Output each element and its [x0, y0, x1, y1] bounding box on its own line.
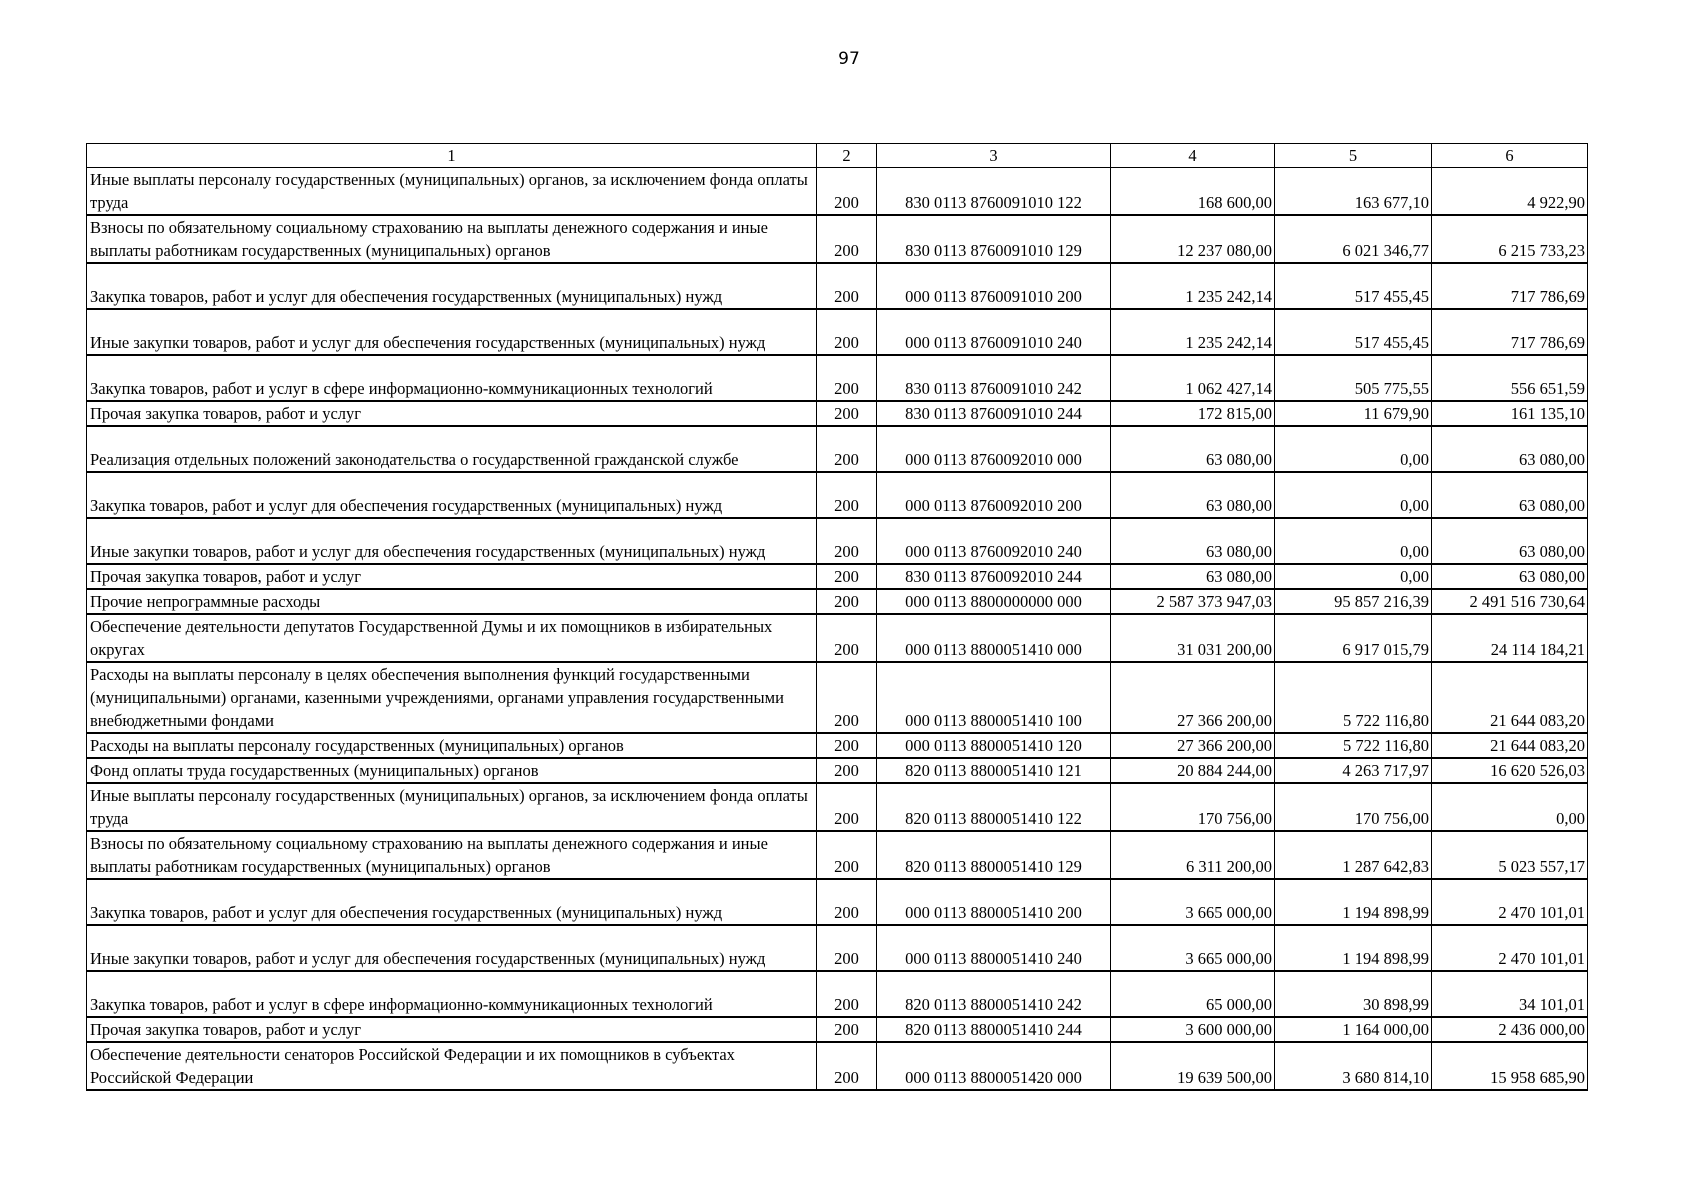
row-name-cell: Иные закупки товаров, работ и услуг для обеспечения государственных (муниципальных) нужд — [87, 518, 817, 564]
table-row — [87, 518, 1588, 564]
row-remaining-amount-cell: 24 114 184,21 — [1432, 614, 1588, 662]
row-name-cell: Реализация отдельных положений законодательства о государственной гражданской службе — [87, 426, 817, 472]
row-remaining-amount-cell: 717 786,69 — [1432, 309, 1588, 355]
row-line-code-cell: 200 — [817, 355, 877, 401]
row-executed-amount-cell: 3 680 814,10 — [1275, 1042, 1432, 1090]
row-remaining-amount-cell: 717 786,69 — [1432, 263, 1588, 309]
row-line-code-cell: 200 — [817, 518, 877, 564]
row-line-code-cell: 200 — [817, 758, 877, 783]
row-remaining-amount-cell: 2 436 000,00 — [1432, 1017, 1588, 1042]
table-row — [87, 472, 1588, 518]
row-classification-code-cell: 830 0113 8760091010 122 — [877, 168, 1111, 216]
row-remaining-amount-cell: 556 651,59 — [1432, 355, 1588, 401]
row-executed-amount-cell: 517 455,45 — [1275, 263, 1432, 309]
row-executed-amount-cell: 505 775,55 — [1275, 355, 1432, 401]
row-line-code-cell: 200 — [817, 783, 877, 831]
row-classification-code-cell: 000 0113 8800051410 240 — [877, 925, 1111, 971]
row-remaining-amount-cell: 34 101,01 — [1432, 971, 1588, 1017]
row-classification-code-cell: 820 0113 8800051410 122 — [877, 783, 1111, 831]
table-row — [87, 263, 1588, 309]
row-executed-amount-cell: 1 194 898,99 — [1275, 925, 1432, 971]
row-classification-code-cell: 000 0113 8760091010 200 — [877, 263, 1111, 309]
row-remaining-amount-cell: 2 470 101,01 — [1432, 879, 1588, 925]
row-name-cell: Закупка товаров, работ и услуг для обеспечения государственных (муниципальных) нужд — [87, 472, 817, 518]
row-plan-amount-cell: 65 000,00 — [1111, 971, 1275, 1017]
table-row — [87, 783, 1588, 831]
row-executed-amount-cell: 4 263 717,97 — [1275, 758, 1432, 783]
row-line-code-cell: 200 — [817, 925, 877, 971]
row-remaining-amount-cell: 21 644 083,20 — [1432, 662, 1588, 733]
table-row — [87, 168, 1588, 216]
row-name-cell: Прочая закупка товаров, работ и услуг — [87, 401, 817, 426]
row-executed-amount-cell: 0,00 — [1275, 518, 1432, 564]
row-executed-amount-cell: 6 917 015,79 — [1275, 614, 1432, 662]
row-remaining-amount-cell: 6 215 733,23 — [1432, 215, 1588, 263]
row-classification-code-cell: 830 0113 8760091010 129 — [877, 215, 1111, 263]
table-row — [87, 879, 1588, 925]
row-remaining-amount-cell: 63 080,00 — [1432, 564, 1588, 589]
row-plan-amount-cell: 6 311 200,00 — [1111, 831, 1275, 879]
row-plan-amount-cell: 63 080,00 — [1111, 518, 1275, 564]
row-classification-code-cell: 830 0113 8760092010 244 — [877, 564, 1111, 589]
row-line-code-cell: 200 — [817, 971, 877, 1017]
row-executed-amount-cell: 30 898,99 — [1275, 971, 1432, 1017]
table-row — [87, 309, 1588, 355]
row-line-code-cell: 200 — [817, 589, 877, 614]
row-name-cell: Прочая закупка товаров, работ и услуг — [87, 564, 817, 589]
row-remaining-amount-cell: 5 023 557,17 — [1432, 831, 1588, 879]
row-executed-amount-cell: 1 194 898,99 — [1275, 879, 1432, 925]
row-name-cell: Иные закупки товаров, работ и услуг для обеспечения государственных (муниципальных) нужд — [87, 309, 817, 355]
row-line-code-cell: 200 — [817, 1017, 877, 1042]
row-name-cell: Закупка товаров, работ и услуг в сфере информационно-коммуникационных технологий — [87, 355, 817, 401]
row-executed-amount-cell: 1 164 000,00 — [1275, 1017, 1432, 1042]
table-row — [87, 925, 1588, 971]
row-executed-amount-cell: 170 756,00 — [1275, 783, 1432, 831]
row-line-code-cell: 200 — [817, 662, 877, 733]
table-row — [87, 564, 1588, 589]
row-classification-code-cell: 830 0113 8760091010 242 — [877, 355, 1111, 401]
table-row — [87, 614, 1588, 662]
row-classification-code-cell: 000 0113 8760092010 240 — [877, 518, 1111, 564]
row-classification-code-cell: 000 0113 8760092010 200 — [877, 472, 1111, 518]
row-executed-amount-cell: 5 722 116,80 — [1275, 662, 1432, 733]
row-remaining-amount-cell: 21 644 083,20 — [1432, 733, 1588, 758]
row-name-cell: Расходы на выплаты персоналу государственных (муниципальных) органов — [87, 733, 817, 758]
row-executed-amount-cell: 95 857 216,39 — [1275, 589, 1432, 614]
row-executed-amount-cell: 5 722 116,80 — [1275, 733, 1432, 758]
row-line-code-cell: 200 — [817, 263, 877, 309]
row-remaining-amount-cell: 63 080,00 — [1432, 472, 1588, 518]
row-plan-amount-cell: 27 366 200,00 — [1111, 733, 1275, 758]
row-classification-code-cell: 820 0113 8800051410 242 — [877, 971, 1111, 1017]
row-classification-code-cell: 820 0113 8800051410 129 — [877, 831, 1111, 879]
column-header: 3 — [877, 144, 1111, 168]
row-executed-amount-cell: 163 677,10 — [1275, 168, 1432, 216]
row-classification-code-cell: 000 0113 8760092010 000 — [877, 426, 1111, 472]
row-name-cell: Закупка товаров, работ и услуг для обеспечения государственных (муниципальных) нужд — [87, 263, 817, 309]
row-line-code-cell: 200 — [817, 401, 877, 426]
row-plan-amount-cell: 170 756,00 — [1111, 783, 1275, 831]
row-remaining-amount-cell: 63 080,00 — [1432, 426, 1588, 472]
row-classification-code-cell: 830 0113 8760091010 244 — [877, 401, 1111, 426]
column-header: 4 — [1111, 144, 1275, 168]
row-name-cell: Прочие непрограммные расходы — [87, 589, 817, 614]
row-executed-amount-cell: 0,00 — [1275, 564, 1432, 589]
row-line-code-cell: 200 — [817, 215, 877, 263]
row-remaining-amount-cell: 63 080,00 — [1432, 518, 1588, 564]
row-line-code-cell: 200 — [817, 1042, 877, 1090]
row-plan-amount-cell: 63 080,00 — [1111, 472, 1275, 518]
table-row — [87, 401, 1588, 426]
row-line-code-cell: 200 — [817, 168, 877, 216]
row-name-cell: Взносы по обязательному социальному страхованию на выплаты денежного содержания и иные выплаты работникам государственных (муниципальных) органов — [87, 831, 817, 879]
table-header-row — [87, 144, 1588, 168]
row-classification-code-cell: 000 0113 8800000000 000 — [877, 589, 1111, 614]
row-classification-code-cell: 000 0113 8800051410 100 — [877, 662, 1111, 733]
row-plan-amount-cell: 2 587 373 947,03 — [1111, 589, 1275, 614]
row-executed-amount-cell: 6 021 346,77 — [1275, 215, 1432, 263]
table-row — [87, 1017, 1588, 1042]
column-header: 5 — [1275, 144, 1432, 168]
row-classification-code-cell: 000 0113 8800051410 200 — [877, 879, 1111, 925]
row-plan-amount-cell: 172 815,00 — [1111, 401, 1275, 426]
row-classification-code-cell: 000 0113 8800051410 120 — [877, 733, 1111, 758]
row-name-cell: Расходы на выплаты персоналу в целях обеспечения выполнения функций государственными (муниципальными) органами, казенными учреждениями, органами управления государственными внебюджетными фондами — [87, 662, 817, 733]
row-plan-amount-cell: 31 031 200,00 — [1111, 614, 1275, 662]
page-number: 97 — [838, 49, 860, 69]
row-name-cell: Взносы по обязательному социальному страхованию на выплаты денежного содержания и иные выплаты работникам государственных (муниципальных) органов — [87, 215, 817, 263]
row-executed-amount-cell: 0,00 — [1275, 472, 1432, 518]
row-name-cell: Фонд оплаты труда государственных (муниципальных) органов — [87, 758, 817, 783]
row-executed-amount-cell: 517 455,45 — [1275, 309, 1432, 355]
row-line-code-cell: 200 — [817, 733, 877, 758]
row-plan-amount-cell: 1 062 427,14 — [1111, 355, 1275, 401]
row-name-cell: Закупка товаров, работ и услуг для обеспечения государственных (муниципальных) нужд — [87, 879, 817, 925]
row-remaining-amount-cell: 15 958 685,90 — [1432, 1042, 1588, 1090]
row-remaining-amount-cell: 0,00 — [1432, 783, 1588, 831]
row-remaining-amount-cell: 2 491 516 730,64 — [1432, 589, 1588, 614]
row-classification-code-cell: 000 0113 8800051420 000 — [877, 1042, 1111, 1090]
row-name-cell: Закупка товаров, работ и услуг в сфере информационно-коммуникационных технологий — [87, 971, 817, 1017]
table-row — [87, 758, 1588, 783]
row-name-cell: Иные закупки товаров, работ и услуг для обеспечения государственных (муниципальных) нужд — [87, 925, 817, 971]
row-line-code-cell: 200 — [817, 831, 877, 879]
column-header: 6 — [1432, 144, 1588, 168]
row-plan-amount-cell: 168 600,00 — [1111, 168, 1275, 216]
column-header: 1 — [87, 144, 817, 168]
row-plan-amount-cell: 19 639 500,00 — [1111, 1042, 1275, 1090]
row-classification-code-cell: 000 0113 8760091010 240 — [877, 309, 1111, 355]
table-row — [87, 426, 1588, 472]
row-plan-amount-cell: 3 665 000,00 — [1111, 925, 1275, 971]
row-name-cell: Обеспечение деятельности сенаторов Российской Федерации и их помощников в субъектах Российской Федерации — [87, 1042, 817, 1090]
table-row — [87, 215, 1588, 263]
row-name-cell: Иные выплаты персоналу государственных (муниципальных) органов, за исключением фонда оплаты труда — [87, 783, 817, 831]
row-executed-amount-cell: 11 679,90 — [1275, 401, 1432, 426]
table-row — [87, 1042, 1588, 1090]
row-plan-amount-cell: 12 237 080,00 — [1111, 215, 1275, 263]
row-executed-amount-cell: 0,00 — [1275, 426, 1432, 472]
row-line-code-cell: 200 — [817, 564, 877, 589]
row-name-cell: Иные выплаты персоналу государственных (муниципальных) органов, за исключением фонда оплаты труда — [87, 168, 817, 216]
table-row — [87, 733, 1588, 758]
row-plan-amount-cell: 20 884 244,00 — [1111, 758, 1275, 783]
table-row — [87, 355, 1588, 401]
row-remaining-amount-cell: 4 922,90 — [1432, 168, 1588, 216]
row-line-code-cell: 200 — [817, 879, 877, 925]
row-plan-amount-cell: 63 080,00 — [1111, 564, 1275, 589]
row-name-cell: Обеспечение деятельности депутатов Государственной Думы и их помощников в избирательных округах — [87, 614, 817, 662]
row-remaining-amount-cell: 2 470 101,01 — [1432, 925, 1588, 971]
row-remaining-amount-cell: 161 135,10 — [1432, 401, 1588, 426]
row-plan-amount-cell: 27 366 200,00 — [1111, 662, 1275, 733]
row-name-cell: Прочая закупка товаров, работ и услуг — [87, 1017, 817, 1042]
row-line-code-cell: 200 — [817, 309, 877, 355]
row-remaining-amount-cell: 16 620 526,03 — [1432, 758, 1588, 783]
row-classification-code-cell: 000 0113 8800051410 000 — [877, 614, 1111, 662]
table-row — [87, 971, 1588, 1017]
table-row — [87, 589, 1588, 614]
row-line-code-cell: 200 — [817, 614, 877, 662]
row-executed-amount-cell: 1 287 642,83 — [1275, 831, 1432, 879]
row-plan-amount-cell: 3 665 000,00 — [1111, 879, 1275, 925]
row-plan-amount-cell: 63 080,00 — [1111, 426, 1275, 472]
row-plan-amount-cell: 1 235 242,14 — [1111, 263, 1275, 309]
table-row — [87, 662, 1588, 733]
row-classification-code-cell: 820 0113 8800051410 244 — [877, 1017, 1111, 1042]
row-line-code-cell: 200 — [817, 472, 877, 518]
row-classification-code-cell: 820 0113 8800051410 121 — [877, 758, 1111, 783]
row-plan-amount-cell: 3 600 000,00 — [1111, 1017, 1275, 1042]
row-line-code-cell: 200 — [817, 426, 877, 472]
column-header: 2 — [817, 144, 877, 168]
row-plan-amount-cell: 1 235 242,14 — [1111, 309, 1275, 355]
budget-table — [86, 143, 1588, 1091]
table-row — [87, 831, 1588, 879]
